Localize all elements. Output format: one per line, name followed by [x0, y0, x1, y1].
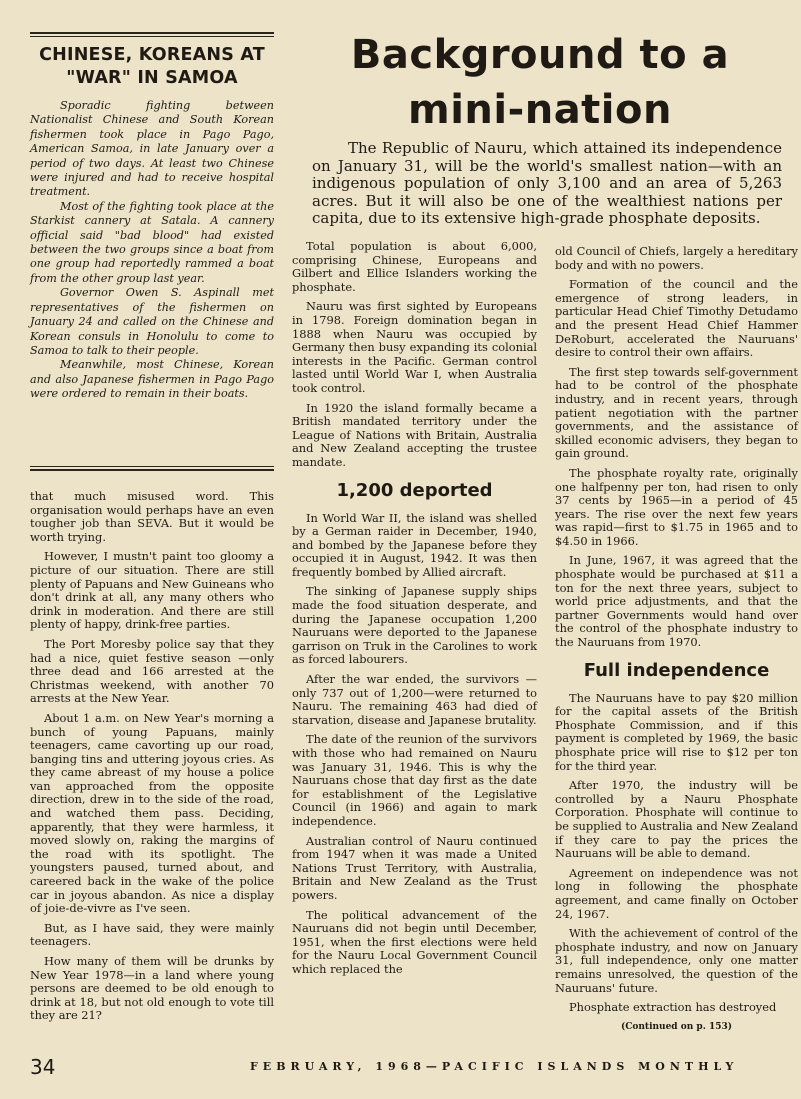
article-paragraph: After the war ended, the survivors —only 737 out of 1,200—were returned to Nauru. The remaining 463 had died of starvation, disease and Japanese brutality. — [292, 672, 537, 727]
article-paragraph: Total population is about 6,000, comprising Chinese, Europeans and Gilbert and Ellice Islanders working the phosphate. — [292, 239, 537, 294]
subhead-deported: 1,200 deported — [336, 479, 493, 501]
left-paragraph: About 1 a.m. on New Year's morning a bunch of young Papuans, mainly teenagers, came cavorting up our road, banging tins and uttering joyous cries. As they came abreast of my house a police van approached from the opposite direction, drew in to the side of the road, and watched them pass. Deciding, apparently, that they were harmless, it moved slowly on, raking the margins of the road with its spotlight. The youngsters paused, turned about, and careered back in the wake of the police car in joyous abandon. As nice a display of joie-de-vivre as I've seen. — [30, 710, 274, 916]
article-paragraph: The Nauruans have to pay $20 million for the capital assets of the British Phosphate Commission, and if this payment is completed by 1969, the basic phosphate price will rise to $12 per ton for the third year. — [555, 690, 798, 773]
sidebar-story — [30, 99, 274, 402]
article-paragraph: In 1920 the island formally became a British mandated territory under the League of Nations with Britain, Australia and New Zealand accepting the trustee mandate. — [292, 400, 537, 469]
article-column-2 — [292, 240, 537, 983]
continued-note: (Continued on p. 153) — [620, 1021, 733, 1032]
sidebar-paragraph: Meanwhile, most Chinese, Korean and also Japanese fishermen in Pago Pago were ordered to remain in their boats. — [30, 358, 274, 401]
running-head: FEBRUARY, 1968—PACIFIC ISLANDS MONTHLY — [250, 1060, 739, 1073]
article-paragraph: In June, 1967, it was agreed that the phosphate would be purchased at $11 a ton for the next three years, subject to world price adjustments, and that the partner Governments would hand over the control of the phosphate industry to the Nauruans from 1970. — [555, 553, 798, 650]
article-paragraph: After 1970, the industry will be controlled by a Nauru Phosphate Corporation. Phosphate will continue to be supplied to Australia and New Zealand if they care to pay the prices the Nauruans will be able to demand. — [555, 778, 798, 861]
sidebar-title: CHINESE, KOREANS AT "WAR" IN SAMOA — [39, 45, 265, 88]
sidebar-paragraph: Governor Owen S. Aspinall met representatives of the fishermen on January 24 and called on the Chinese and Korean consuls in Honolulu to come to Samoa to talk to their people. — [30, 286, 274, 357]
article-column-3 — [555, 245, 798, 1034]
sidebar-bottom-rule — [30, 466, 274, 467]
left-paragraph: The Port Moresby police say that they had a nice, quiet festive season —only three dead and 166 arrested at the Christmas weekend, with another 70 arrests at the New Year. — [30, 636, 274, 706]
left-paragraph: that much misused word. This organisation would perhaps have an even tougher job than SEVA. But it would be worth trying. — [30, 489, 274, 544]
article-paragraph: Nauru was first sighted by Europeans in 1798. Foreign domination began in 1888 when Nauru was occupied by Germany then busy expanding its colonial interests in the Pacific. German control lasted until World War I, when Australia took control. — [292, 299, 537, 395]
article-paragraph: With the achievement of control of the phosphate industry, and now on January 31, full independence, only one matter remains unresolved, the question of the Nauruans' future. — [555, 926, 798, 995]
article-headline: Background to a mini-nation — [350, 32, 730, 133]
intro-paragraph: The Republic of Nauru, which attained its independence on January 31, will be the world's smallest nation—with an indigenous population of only 3,100 and an area of 5,263 acres. But it will also be one of the wealthiest nations per capita, due to its extensive high-grade phosphate deposits. — [312, 139, 782, 227]
article-paragraph: Australian control of Nauru continued from 1947 when it was made a United Nations Trust Territory, with Australia, Britain and New Zealand as the Trust powers. — [292, 833, 537, 902]
article-paragraph: Agreement on independence was not long in following the phosphate agreement, and came finally on October 24, 1967. — [555, 865, 798, 921]
subhead-full-independence: Full independence — [583, 659, 770, 681]
page-number: 34 — [30, 1055, 56, 1079]
sidebar-top-rule — [30, 32, 274, 34]
article-paragraph: The political advancement of the Nauruans did not begin until December, 1951, when the first elections were held for the Nauru Local Government Council which replaced the — [292, 907, 537, 976]
sidebar-top-rule-thin — [30, 36, 274, 37]
article-paragraph: The first step towards self-government had to be control of the phosphate industry, and in recent years, through patient negotiation with the partner governments, and the assistance of skilled economic advisers, they began to gain ground. — [555, 364, 798, 461]
article-paragraph: The phosphate royalty rate, originally one halfpenny per ton, had risen to only 37 cents by 1965—in a period of 45 years. The rise over the next few years was rapid—first to $1.75 in 1965 and to $4.50 in 1966. — [555, 465, 798, 548]
left-column — [30, 490, 274, 1029]
sidebar-paragraph: Most of the fighting took place at the Starkist cannery at Satala. A cannery official said "bad blood" had existed between the two groups since a boat from one group had reportedly rammed a boat from the other group last year. — [30, 199, 274, 285]
article-paragraph: In World War II, the island was shelled by a German raider in December, 1940, and bombed by the Japanese before they occupied it in August, 1942. It was then frequently bombed by Allied aircraft. — [292, 510, 537, 579]
article-paragraph: Phosphate extraction has destroyed — [569, 1000, 777, 1015]
article-paragraph: old Council of Chiefs, largely a hereditary body and with no powers. — [555, 244, 798, 272]
article-paragraph: The sinking of Japanese supply ships made the food situation desperate, and during the Japanese occupation 1,200 Nauruans were deported to the Japanese garrison on Truk in the Carolines to work as forced labourers. — [292, 584, 537, 667]
article-intro — [312, 140, 782, 228]
left-paragraph: However, I mustn't paint too gloomy a picture of our situation. There are still plenty of Papuans and New Guineans who don't drink at all, any many others who drink in moderation. And there are still plenty of happy, drink-free parties. — [30, 549, 274, 632]
left-paragraph: But, as I have said, they were mainly teenagers. — [30, 920, 274, 949]
article-paragraph: Formation of the council and the emergence of strong leaders, in particular Head Chief Timothy Detudamo and the present Head Chief Hammer DeRoburt, accelerated the Nauruans' desire to control their own affairs. — [555, 277, 798, 360]
sidebar-bottom-rule-thick — [30, 469, 274, 471]
article-paragraph: The date of the reunion of the survivors with those who had remained on Nauru was January 31, 1946. This is why the Nauruans chose that day first as the date for establishment of the Legislative Council (in 1966) and again to mark independence. — [292, 732, 537, 828]
sidebar-paragraph: Sporadic fighting between Nationalist Chinese and South Korean fishermen took place in Pago Pago, American Samoa, in late January over a period of two days. At least two Chinese were injured and had to receive hospital treatment. — [30, 99, 274, 199]
left-paragraph: How many of them will be drunks by New Year 1978—in a land where young persons are deemed to be old enough to drink at 18, but not old enough to vote till they are 21? — [30, 954, 274, 1023]
